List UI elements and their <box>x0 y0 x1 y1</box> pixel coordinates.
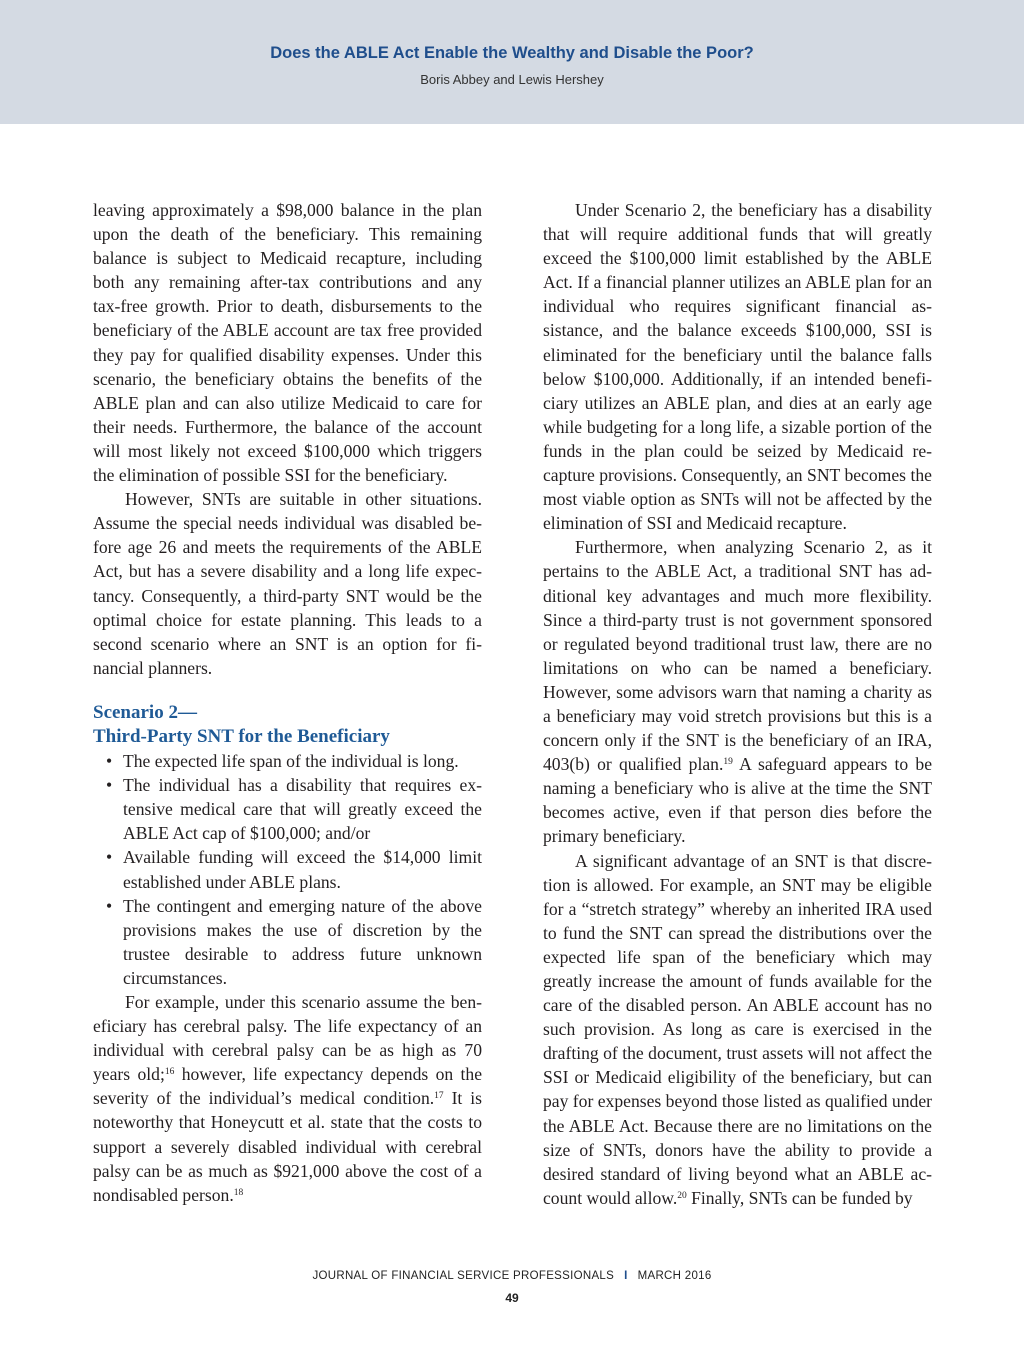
bullet-list <box>93 749 482 990</box>
paragraph <box>93 990 482 1207</box>
article-authors: Boris Abbey and Lewis Hershey <box>420 72 604 87</box>
paragraph: Under Scenario 2, the beneficiary has a disability that will require additional funds that will greatly exceed the $100,000 limit established by the ABLE Act. If a financial planner utilizes an ABLE plan for an individual who requires significant financial assistance, and the balance exceeds $100,000, SSI is eliminated for the beneficiary until the balance falls below $100,000. Additionally, if an intended beneficiary utilizes an ABLE plan, and dies at an early age while budgeting for a long life, a sizable portion of the funds in the plan could be seized by Medicaid recapture provisions. Consequently, an SNT becomes the most viable option as SNTs will not be affected by the elimination of SSI and Medicaid recapture. <box>543 200 932 534</box>
journal-name: JOURNAL OF FINANCIAL SERVICE PROFESSIONALS <box>312 1270 615 1282</box>
list-item-text: Available funding will exceed the $14,000 limit established under ABLE plans. <box>123 847 482 892</box>
list-item <box>93 749 482 773</box>
footnote-ref: 18 <box>233 1187 244 1198</box>
section-heading-line: Scenario 2— <box>93 701 197 723</box>
paragraph-text: It is noteworthy that Honeycutt et al. state that the costs to support a severely disabled individual with cerebral palsy can be as much as $921,000 above the cost of a nondisabled person. <box>93 1088 482 1205</box>
bullet-icon: • <box>106 775 113 796</box>
left-column <box>93 198 482 1207</box>
paragraph: leaving approximately a $98,000 balance in the plan upon the death of the beneficiary. This remaining balance is subject to Medicaid recapture, including both any remaining after-tax contributions and any tax-free growth. Prior to death, disbursements to the beneficiary of the ABLE account are tax free provided they pay for qualified disability expenses. Under this scenario, the beneficiary obtains the benefits of the ABLE plan and can also utilize Medicaid to care for their needs. Furthermore, the balance of the account will most likely not exceed $100,000 which triggers the elimination of possible SSI for the beneficiary. <box>93 200 482 486</box>
page-number: 49 <box>505 1291 519 1305</box>
paragraph <box>543 849 932 1210</box>
paragraph-text: A significant advantage of an SNT is that discretion is allowed. For example, an SNT may be eligible for a “stretch strategy” whereby an inherited IRA used to fund the SNT can spread the distributions over the expected life span of the beneficiary which may greatly increase the amount of funds available for the care of the disabled person. An ABLE account has no such provision. As long as care is exercised in the drafting of the document, trust assets will not affect the SSI or Medicaid eligibility of the beneficiary, but can pay for expenses beyond those listed as qualified under the ABLE Act. Because there are no limitations on the size of SNTs, donors have the ability to provide a desired standard of living beyond what an ABLE account would allow. <box>543 850 932 1208</box>
paragraph-text: Finally, SNTs can be funded by <box>686 1187 913 1208</box>
footer-separator: I <box>624 1270 628 1282</box>
paragraph-text: Furthermore, when analyzing Scenario 2, as it pertains to the ABLE Act, a traditional SNT has additional key advantages and much more flexibility. Since a third-party trust is not government sponsored or regulated beyond traditional trust law, there are no limitations on who can be named a beneficiary. However, some advisors warn that naming a charity as a beneficiary may void stretch provisions but this is a concern only if the SNT is the beneficiary of an IRA, 403(b) or qualified plan. <box>543 537 932 775</box>
bullet-icon: • <box>106 847 113 868</box>
paragraph-text: however, life expectancy depends on the severity of the individual’s medical condition. <box>93 1064 482 1109</box>
footnote-ref: 17 <box>434 1091 444 1102</box>
bullet-icon: • <box>106 751 113 772</box>
running-footer <box>0 1270 1024 1282</box>
running-header <box>0 0 1024 124</box>
list-item <box>93 773 482 845</box>
bullet-icon: • <box>106 895 113 916</box>
list-item-text: The individual has a disability that requires extensive medical care that will greatly exceed the ABLE Act cap of $100,000; and/or <box>123 775 482 844</box>
list-item <box>93 894 482 990</box>
section-heading-line: Third-Party SNT for the Beneficiary <box>93 725 390 747</box>
paragraph <box>543 535 932 848</box>
list-item-text: The contingent and emerging nature of the above provisions makes the use of discretion by the trustee desirable to address future unknown circumstances. <box>123 895 482 988</box>
footnote-ref: 20 <box>677 1190 687 1201</box>
right-column <box>543 198 932 1210</box>
issue-date: MARCH 2016 <box>637 1270 712 1282</box>
footnote-ref: 19 <box>723 757 733 768</box>
footnote-ref: 16 <box>164 1067 175 1078</box>
list-item <box>93 845 482 893</box>
article-title: Does the ABLE Act Enable the Wealthy and Disable the Poor? <box>270 44 754 62</box>
section-heading <box>93 701 482 749</box>
paragraph-text: For example, under this scenario assume the beneficiary has cerebral palsy. The life expectancy of an individual with cerebral palsy can be as high as 70 years old; <box>93 992 482 1085</box>
list-item-text: The expected life span of the individual is long. <box>123 751 459 772</box>
paragraph-text: A safeguard appears to be naming a beneficiary who is alive at the time the SNT becomes active, even if that person dies before the primary beneficiary. <box>543 754 933 847</box>
paragraph: However, SNTs are suitable in other situations. Assume the special needs individual was disabled before age 26 and meets the requirements of the ABLE Act, but has a severe disability and a long life expectancy. Consequently, a third-party SNT would be the optimal choice for estate planning. This leads to a second scenario where an SNT is an option for financial planners. <box>93 489 482 678</box>
